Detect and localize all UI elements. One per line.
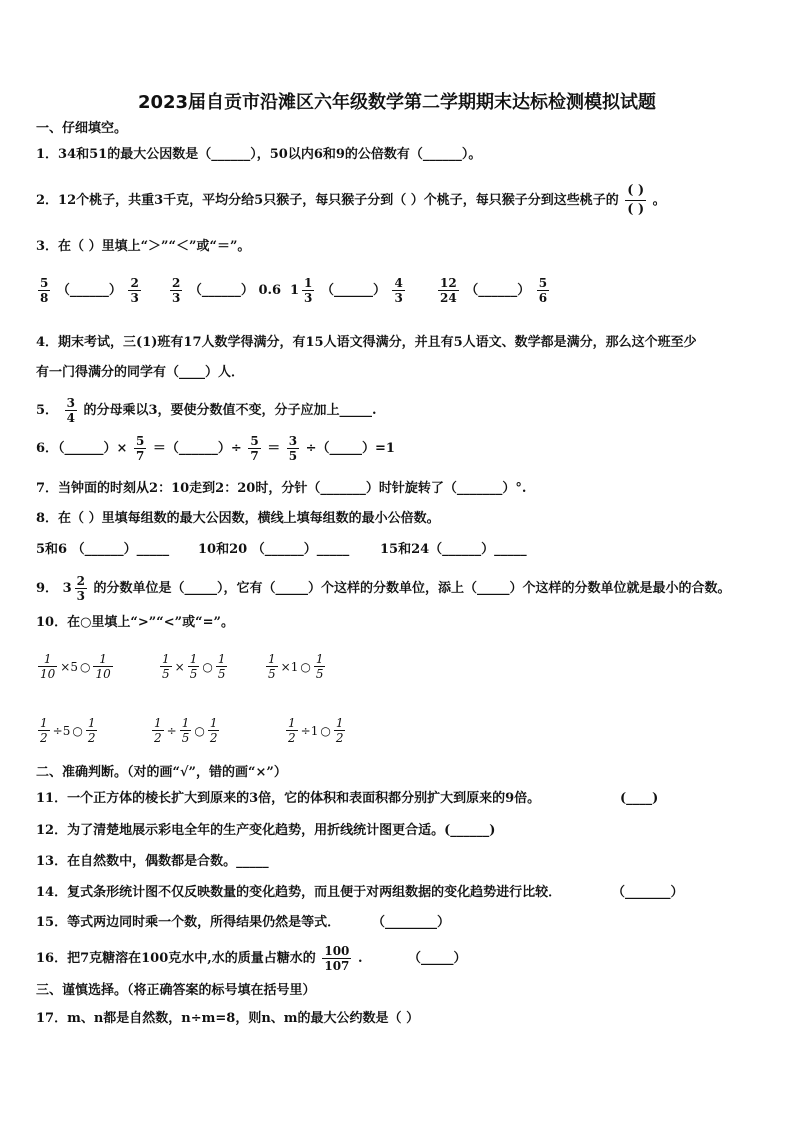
question-16: 16．把7克糖溶在100克水中,水的质量占糖水的 $\frac{100}{107}$ . bbox=[36, 944, 363, 973]
question-10-item-4: $\frac{1}{2}$ ÷5 ○ $\frac{1}{2}$ bbox=[40, 716, 96, 745]
question-14-answer: （_______） bbox=[612, 885, 684, 900]
question-10-item-1: $\frac{1}{10}$ ×5 ○ $\frac{1}{10}$ bbox=[40, 652, 111, 681]
question-1: 1．34和51的最大公因数是（______），50以内6和9的公倍数有（______）。 bbox=[36, 147, 482, 162]
fraction: $\frac{2}{3}$ bbox=[130, 276, 139, 305]
mixed-number: 1 $\frac{1}{3}$ bbox=[290, 276, 313, 305]
question-14: 14．复式条形统计图不仅反映数量的变化趋势，而且便于对两组数据的变化趋势进行比较． bbox=[36, 885, 562, 900]
question-13: 13．在自然数中，偶数都是合数。_____ bbox=[36, 854, 269, 869]
answer-blank: （______） bbox=[465, 283, 531, 298]
question-10-item-2: $\frac{1}{5}$ × $\frac{1}{5}$ ○ $\frac{1}{5}$ bbox=[162, 652, 226, 681]
fraction-denominator: ( ) bbox=[627, 202, 645, 217]
section-2-heading: 二、准确判断。（对的画“√”，错的画“×”） bbox=[36, 765, 287, 780]
fraction: $\frac{5}{7}$ bbox=[135, 434, 145, 463]
fraction: $\frac{100}{107}$ bbox=[324, 944, 350, 973]
fraction: $\frac{5}{8}$ bbox=[40, 276, 49, 305]
decimal-value: 0.6 bbox=[258, 283, 282, 298]
question-3-compare-3 bbox=[290, 276, 407, 305]
fraction: $\frac{5}{6}$ bbox=[538, 276, 548, 305]
question-11-answer: (____) bbox=[620, 791, 659, 806]
question-8-pair-3: 15和24（______）_____ bbox=[380, 542, 527, 557]
question-17: 17．m、n都是自然数，n÷m=8，则n、m的最大公约数是（ ） bbox=[36, 1011, 420, 1026]
question-3-compare-1 bbox=[36, 276, 143, 305]
question-7: 7．当钟面的时刻从2：10走到2：20时，分针（_______）时针旋转了（_______）°. bbox=[36, 481, 527, 496]
question-10-text: 10．在○里填上“>”“<”或“=”。 bbox=[36, 615, 234, 630]
fraction-numerator: ( ) bbox=[627, 183, 645, 198]
question-2 bbox=[36, 182, 666, 219]
compare-circle: ○ bbox=[300, 659, 311, 674]
question-3-text: 3．在（ ）里填上“＞”“＜”或“＝”。 bbox=[36, 239, 251, 254]
question-5: 5． $\frac{3}{4}$ 的分母乘以3，要使分数值不变，分子应加上_____. bbox=[36, 396, 377, 425]
question-8-pair-2: 10和20 （______）_____ bbox=[198, 542, 350, 557]
fraction: $\frac{2}{3}$ bbox=[172, 276, 181, 305]
compare-circle: ○ bbox=[194, 723, 205, 738]
page-title: 2023届自贡市沿滩区六年级数学第二学期期末达标检测模拟试题 bbox=[137, 92, 657, 113]
fraction: $\frac{12}{24}$ bbox=[440, 276, 457, 305]
question-10-item-5: $\frac{1}{2}$ ÷ $\frac{1}{5}$ ○ $\frac{1}{2}$ bbox=[154, 716, 218, 745]
section-3-heading: 三、谨慎选择。（将正确答案的标号填在括号里） bbox=[36, 983, 316, 998]
question-8-text: 8．在（ ）里填每组数的最大公因数，横线上填每组数的最小公倍数。 bbox=[36, 511, 440, 526]
question-9: 9． 3 $\frac{2}{3}$ 的分数单位是（_____），它有（_____）个这样的分数单位，添上（_____）个这样的分数单位就是最小的合数。 bbox=[36, 574, 731, 603]
fraction: $\frac{3}{5}$ bbox=[288, 434, 298, 463]
fraction: $\frac{5}{7}$ bbox=[250, 434, 259, 463]
question-10-item-6: $\frac{1}{2}$ ÷1 ○ $\frac{1}{2}$ bbox=[288, 716, 344, 745]
section-1-heading: 一、仔细填空。 bbox=[36, 121, 128, 136]
answer-blank: （______） bbox=[320, 283, 386, 298]
question-15-answer: （________） bbox=[372, 915, 451, 930]
answer-blank: （______） bbox=[56, 283, 122, 298]
compare-circle: ○ bbox=[320, 723, 331, 738]
question-2-text: 2．12个桃子，共重3千克，平均分给5只猴子，每只猴子分到（ ）个桃子，每只猴子分到这些桃子的 bbox=[36, 193, 619, 208]
question-2-blank-fraction bbox=[625, 182, 646, 219]
question-3-compare-4 bbox=[436, 276, 551, 305]
question-8-pair-1: 5和6 （______）_____ bbox=[36, 542, 170, 557]
fraction: $\frac{4}{3}$ bbox=[394, 276, 403, 305]
compare-circle: ○ bbox=[202, 659, 213, 674]
fraction: $\frac{3}{4}$ bbox=[66, 396, 75, 425]
question-15: 15．等式两边同时乘一个数，所得结果仍然是等式． bbox=[36, 915, 341, 930]
question-12: 12．为了清楚地展示彩电全年的生产变化趋势，用折线统计图更合适。(______) bbox=[36, 823, 496, 838]
mixed-number: 3 $\frac{2}{3}$ bbox=[62, 574, 85, 603]
question-3-compare-2 bbox=[168, 276, 281, 305]
question-4-line-2: 有一门得满分的同学有（____）人． bbox=[36, 365, 245, 380]
question-4-line-1: 4．期末考试，三(1)班有17人数学得满分，有15人语文得满分，并且有5人语文、数学都是满分，那么这个班至少 bbox=[36, 335, 697, 350]
question-16-answer: （_____） bbox=[408, 951, 467, 966]
question-6: 6．（______）× $\frac{5}{7}$ ＝（______）÷ $\frac{5}{7}$ ＝ $\frac{3}{5}$ ÷（_____）=1 bbox=[36, 434, 395, 463]
compare-circle: ○ bbox=[79, 659, 91, 674]
question-10-item-3: $\frac{1}{5}$ ×1 ○ $\frac{1}{5}$ bbox=[268, 652, 324, 681]
question-2-end: 。 bbox=[652, 193, 666, 208]
question-11: 11．一个正方体的棱长扩大到原来的3倍，它的体积和表面积都分别扩大到原来的9倍。 bbox=[36, 791, 541, 806]
compare-circle: ○ bbox=[72, 723, 83, 738]
answer-blank: （______） bbox=[188, 283, 254, 298]
